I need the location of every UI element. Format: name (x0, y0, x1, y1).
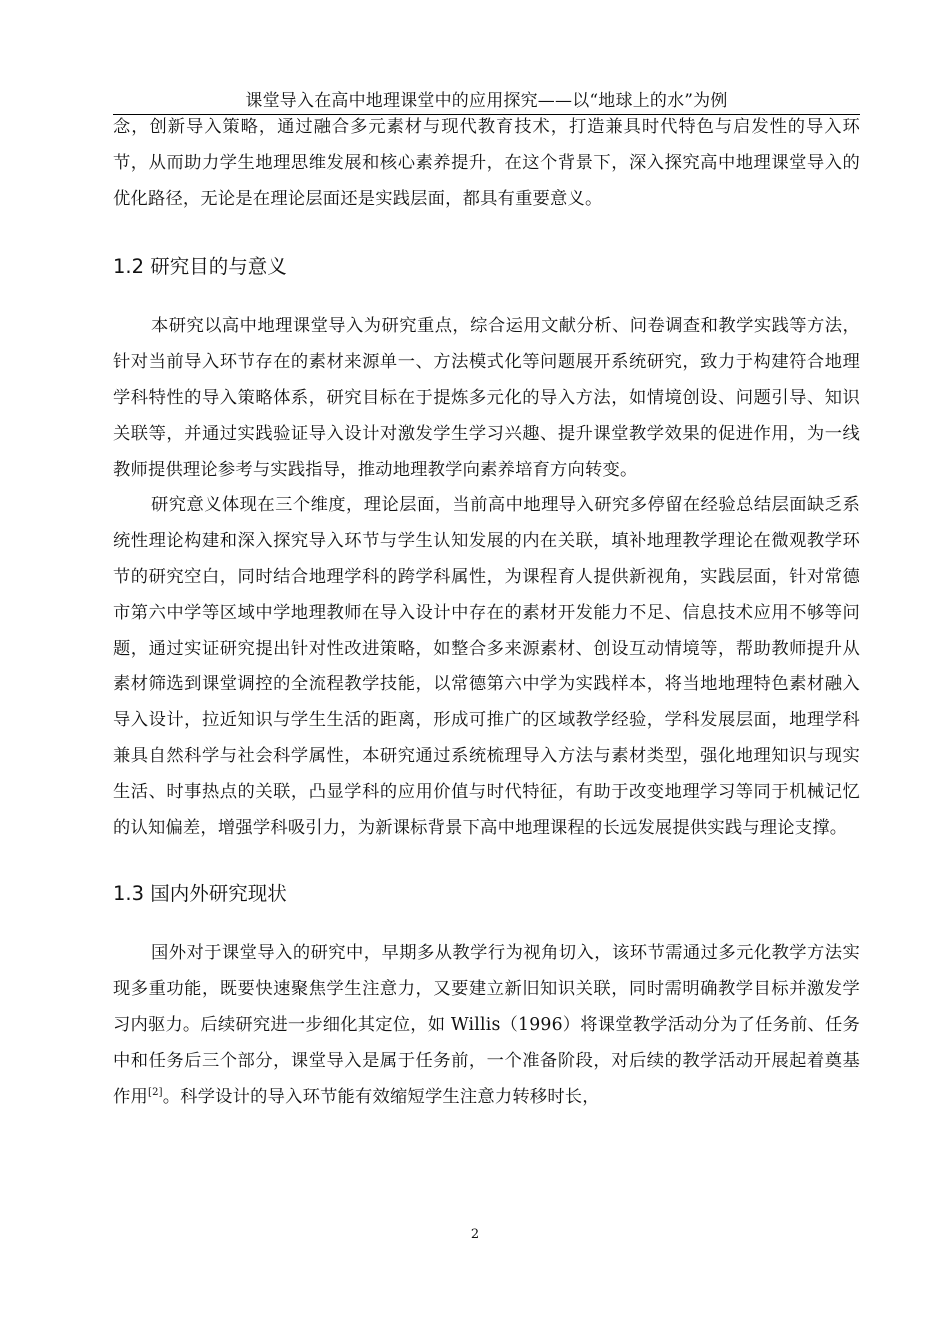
body-paragraph: 本研究以高中地理课堂导入为研究重点，综合运用文献分析、问卷调查和教学实践等方法，针对当前导入环节存在的素材来源单一、方法模式化等问题展开系统研究，致力于构建符合地理学科特性的导入策略体系，研究目标在于提炼多元化的导入方法，如情境创设、问题引导、知识关联等，并通过实践验证导入设计对激发学生学习兴趣、提升课堂教学效果的促进作用，为一线教师提供理论参考与实践指导，推动地理教学向素养培育方向转变。 (113, 316, 860, 480)
section-heading-1-2: 1.2 研究目的与意义 (113, 255, 287, 279)
section-heading-1-3: 1.3 国内外研究现状 (113, 882, 287, 906)
document-body (113, 110, 860, 1115)
paragraph-text: 国外对于课堂导入的研究中，早期多从教学行为视角切入，该环节需通过多元化教学方法实现多重功能，既要快速聚焦学生注意力，又要建立新旧知识关联，同时需明确教学目标并激发学习内驱力。后续研究进一步细化其定位，如 Willis（1996）将课堂教学活动分为了任务前、任务中和任务后三个部分，课堂导入是属于任务前，一个准备阶段，对后续的教学活动开展起着奠基作用 (113, 943, 860, 1107)
body-paragraph-with-citation (113, 936, 860, 1115)
body-paragraph: 研究意义体现在三个维度，理论层面，当前高中地理导入研究多停留在经验总结层面缺乏系统性理论构建和深入探究导入环节与学生认知发展的内在关联，填补地理教学理论在微观教学环节的研究空白，同时结合地理学科的跨学科属性，为课程育人提供新视角，实践层面，针对常德市第六中学等区域中学地理教师在导入设计中存在的素材开发能力不足、信息技术应用不够等问题，通过实证研究提出针对性改进策略，如整合多来源素材、创设互动情境等，帮助教师提升从素材筛选到课堂调控的全流程教学技能，以常德第六中学为实践样本，将当地地理特色素材融入导入设计，拉近知识与学生生活的距离，形成可推广的区域教学经验，学科发展层面，地理学科兼具自然科学与社会科学属性，本研究通过系统梳理导入方法与素材类型，强化地理知识与现实生活、时事热点的关联，凸显学科的应用价值与时代特征，有助于改变地理学习等同于机械记忆的认知偏差，增强学科吸引力，为新课标背景下高中地理课程的长远发展提供实践与理论支撑。 (113, 495, 860, 838)
page-number: 2 (470, 1227, 480, 1242)
running-header: 课堂导入在高中地理课堂中的应用探究——以“地球上的水”为例 (245, 91, 728, 111)
paragraph-text: 。科学设计的导入环节能有效缩短学生注意力转移时长， (162, 1086, 600, 1107)
body-paragraph: 念，创新导入策略，通过融合多元素材与现代教育技术，打造兼具时代特色与启发性的导入环节，从而助力学生地理思维发展和核心素养提升，在这个背景下，深入探究高中地理课堂导入的优化路径，无论是在理论层面还是实践层面，都具有重要意义。 (113, 117, 860, 209)
citation-reference[interactable]: [2] (147, 1086, 163, 1098)
